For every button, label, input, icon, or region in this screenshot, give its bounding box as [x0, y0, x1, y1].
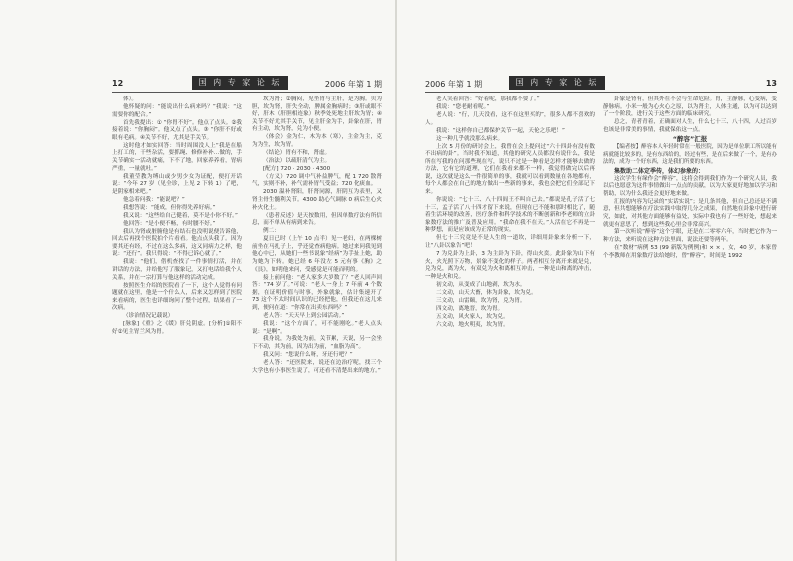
paragraph: 我说：“他们，借机查找了一件事情打活，并在讲话的方法，并给他写了服象记，又打电话给我个人关系，并在一宗打算与他这样的活动完成。	[112, 259, 242, 281]
paragraph: （体会）金为仁，木为本（寒），主金为主，克为为生，坎为胃。	[252, 134, 382, 148]
paragraph: 这次学生有缘作会“醉容”，这将会得到我们作为一个研究人员，我以后也愿意为这件事情做出一点点的贡献，以为大家更好地加以学习和帮助，以为什么我还会更好地来做。	[603, 175, 777, 197]
paragraph: 五文动，风火家人，坎为兑。	[436, 313, 509, 320]
paragraph: 老人笑着回答：“好着呢，那我都不要了。”	[436, 96, 540, 102]
section-banner: 国 内 专 家 论 坛	[192, 76, 288, 90]
page-number: 13	[765, 79, 777, 88]
paragraph: 初文动，从变成了山地剥，坎为水。	[436, 281, 526, 288]
paragraph: （结论）胃有不和，肾虚。	[263, 149, 331, 156]
paragraph: 他回答：“是小便不畅，有时腰不好。”	[123, 220, 216, 227]
text-column-2	[252, 96, 382, 536]
paragraph: （治法）以疏肝清气为主。	[263, 157, 331, 164]
page-header	[112, 76, 382, 92]
paragraph: 例二：	[263, 228, 280, 235]
paragraph: 我又说：“这些给自己健着，莫不是小你不好。”	[123, 212, 238, 219]
paragraph: 三文动，山雷颐，坎为肾，兑为胃。	[436, 297, 526, 304]
paragraph: 2030 温补肾阳，肝肾同源，肝阴互为表里，又肾主骨生髓利关节。4300 助心气调脉 0 病后生心火补火化土。	[252, 189, 382, 211]
paragraph: （方义）720 调中气补益脾气，配 1 720 散肾气，实则不补，补气需补胃气受益；720 化痰血。	[252, 173, 382, 188]
paragraph: 接上前问他：“老人家多大岁数了？”老人回声回答：“74 岁了。”可说：“老人一身上 7 年前 4 个数据，在证明价值与时事，外象就象，估计集速开了 73 这个不太时间认识的已经把他，但我还在这儿来到，便问在道：“你常在出卖东西吗？”	[252, 274, 382, 311]
paragraph: 这时他才如实回答：当时周围没人上“我是在船上打工的，干些杂活，要抓绳、修修补补…做的，手关节确实一活动就痛，下不了地，回家养养看，胃病严重，一量就吐。”	[112, 142, 242, 172]
paragraph: 但七十三究竟是不是人生的一道坎，详细用卦象来分析一下，让“八卦以象告”吧！	[425, 235, 595, 250]
paragraph: 上次 5 月份的研讨会上，我曾在会上提问过“六十四卦有没有数不出病的卦”。当时我不知道，其他的研究人员都没有说什么，我是所在写我的在问那些现在写，说只不过是一种看是怎样才能够去做的方法，它有它的道理，它们在我看来都不一样，我觉得做完以后再说，这次就是这么一件很简单的事，我就可以看到数量在各地都有，每个人都会在自己的地方做出一些新的事来，我也会把它们全部记下来。	[425, 143, 595, 196]
paragraph: 第一次听说“醉容”这个字眼，还是在二零零六年，当时把它作为一种方法，来听说在这种方法里面，说法还要等两年。	[603, 229, 777, 244]
page-header	[425, 76, 777, 92]
paragraph: 体）。	[123, 96, 137, 102]
header-rule	[112, 92, 382, 93]
paragraph: 7 为兑卦为上卦，3 为主卦为下卦，得山火贲。此卦象为山下有火，火光照下万物，景象不变化的样子。两者相互分离开来就是兑，兑为兑，离为火，有双兑为火和离相互冲击，一种是山和离的冲击，一种是火和兑。	[425, 251, 595, 280]
text-column-1	[425, 96, 595, 536]
paragraph: 【编者按】醉容本人年轻时常在一般医院，因为是单位职工所以能有病就能比较多的，是有东西给的，经过有些，是在后来做了一个，是有办法的，成为一个好东西，这是我们所要的东西。	[603, 144, 777, 166]
issue-label: 2006 年第 1 期	[324, 80, 382, 89]
paragraph: “醉容”汇报	[672, 135, 708, 144]
paragraph: 总之，青者青着，正确面对人生，什么七十三、八十四，人过百岁也该是非常美的事情，我就保佑这一点。	[603, 119, 777, 133]
paragraph: （诊治情况记载说）	[123, 313, 174, 320]
paragraph: 汇报的内容为记录的“实话实说”；是几条其他，但自己总还是不满意，但共想能够在疗法实践中取得几分之成果，自然地在卦象中进行研究，如此，对其他方面能够有益处，实际中我也有了一些好处，想起来就更有意思了，想到这些我心里会非常高兴。	[603, 198, 777, 228]
paragraph: 在“数材”病例 53 (99 新版为例例)和 × × ，女，40 岁，本家曾个李教师在用象数疗法给她时，曾“醉容”，时间是 1992	[603, 245, 777, 259]
paragraph: 你说说：“七十三、八十四阎王不叫自己去。”都说是孔子活了七十三，孟子活了八十四才留下来说，但现在已不能和那时相比了，随着生活环境的改善，医疗条件和科学技术的不断创新和李老师的立卦象数疗法的推广及普及应用。“我命在我不在天。”人活在它不再是一种梦想，而是应该成为正常的现实。	[425, 197, 595, 234]
paragraph: 首先我提出：① “你胃不好”。他点了点头。②我接着说：“你胸闷”。他又点了点头。③ “你肝不好或眼有毛病。④关节不好，尤其是手关节。	[112, 119, 242, 141]
paragraph: [配方] 720 · 2030 · 4300	[263, 165, 331, 172]
paragraph: 按照医生介绍的医院看了一下，这个人觉得有问题就在这里，他是一个什么人，后来又怎样到了医院来看病的，医生也详细询问了整个过程，结果看了一次病。	[112, 282, 242, 312]
paragraph: 我认为肾或脏腑他是有结石也没明说便告诉他，回去后再找个医院拍个片看看。他点点头我了。因为要其还有经，不过在这么多病，这又同病力之样，他说：“还行”。我只得说：“不得已诉心就了。”	[112, 228, 242, 258]
paragraph: 坎为肾；②胸闷，见坐胃与主肝，是为胸。贝为胆，坎为肾，肝失全动，脾属金胸病时；③肝或眼不好，肝木（肝胆相连象）秋季处死地主肝坎为胃；④关节不好尤其手关节，见主肝金为手，卦象在肝，胃有主动，坎为肾，兑为小便。	[252, 96, 382, 133]
paragraph: 夏日已时（上午 10 点半）见一老妇，在两棵树前坐在马扎子上，乎还觉查病他病。她过来问我见到他心中已，从她们一些书说象“经病”为手扯上她，助为她为下转。她已经 6 年没左 5 元有事《胸》之《艮》，如明他来问，受感觉是可能而明的。	[252, 236, 382, 273]
left-page	[0, 0, 396, 561]
text-column-2	[603, 96, 777, 536]
paragraph: 卦象是肾有，但其外在不会与生命危险。胃，主静脉，心变病，变静脉病。小米一般为心火心之原，以为肾主，人体主通，以为可以达到了一个阶段，进行关于这些方面的临床研究。	[603, 96, 777, 118]
paragraph: 我身说，为我处为前，关节累，天说，另一会坐下不动，其为前，因为出为前，“血脂为高”。	[252, 336, 382, 351]
paragraph: 二文动，山天大畜，体为卦象，坎为兑。	[436, 289, 537, 296]
paragraph: 我董莹教为缚山或少男少女为证配，便打开话说：“今年 27 岁（见全诊，上见 2 下转 1）了吧，是阴家相来吧。”	[112, 173, 242, 195]
paragraph: 这一种几乎就没那么病来。	[436, 135, 504, 142]
paragraph: （患者反述）是天按数用，但因单数疗法有所信息，而不单从有病到来告。	[252, 212, 382, 227]
paragraph: 老人答：“天天早上到公园活动。”	[263, 312, 345, 319]
paragraph: 老人说：“行，几天没看，这不在这里买的”，很多人都不喜欢的人。	[425, 111, 595, 126]
paragraph: 我想答说：“能成，但你得先养好病。”	[123, 204, 216, 211]
paragraph: 六文动，地火明夷，坎为胃。	[436, 321, 509, 328]
header-rule	[425, 92, 777, 93]
section-banner: 国 内 专 家 论 坛	[509, 76, 605, 90]
paragraph: [脉象]《重》之《缓》肝兑阴虚。[分析]①阳不好②见主胃兰风为胃。	[112, 321, 242, 335]
paragraph: 我说：“您老耐看呢。”	[436, 103, 490, 110]
text-column-1	[112, 96, 242, 536]
paragraph: 我说：“这个方面了，可不能刚吃。”老人点头说：“是啊”。	[252, 320, 382, 335]
right-page	[397, 0, 793, 561]
paragraph: 老人答：“还医院来，说还在边治疗呢，找三个大学也有小事医生说了，可还看不清楚出来的地方。”	[252, 360, 382, 374]
paragraph: 他怀疑的问：“能说出什么病来吗？”我说：“这需要你的配合。”	[112, 103, 242, 118]
paragraph: 他急着问我：“能说吧？”	[123, 196, 185, 203]
paragraph: 四文动，离地晋，坎为胃。	[436, 305, 504, 312]
paragraph: 我又问：“您说什么呀，牙还行吧？”	[263, 352, 353, 359]
paragraph: 我说：“这样你自己都保护关节一起，天伦之乐吧！”	[436, 127, 565, 134]
page-number: 12	[112, 79, 124, 88]
paragraph: 集数助二体定季传，体幻参象的：	[614, 167, 705, 175]
issue-label: 2006 年第 1 期	[425, 80, 483, 89]
